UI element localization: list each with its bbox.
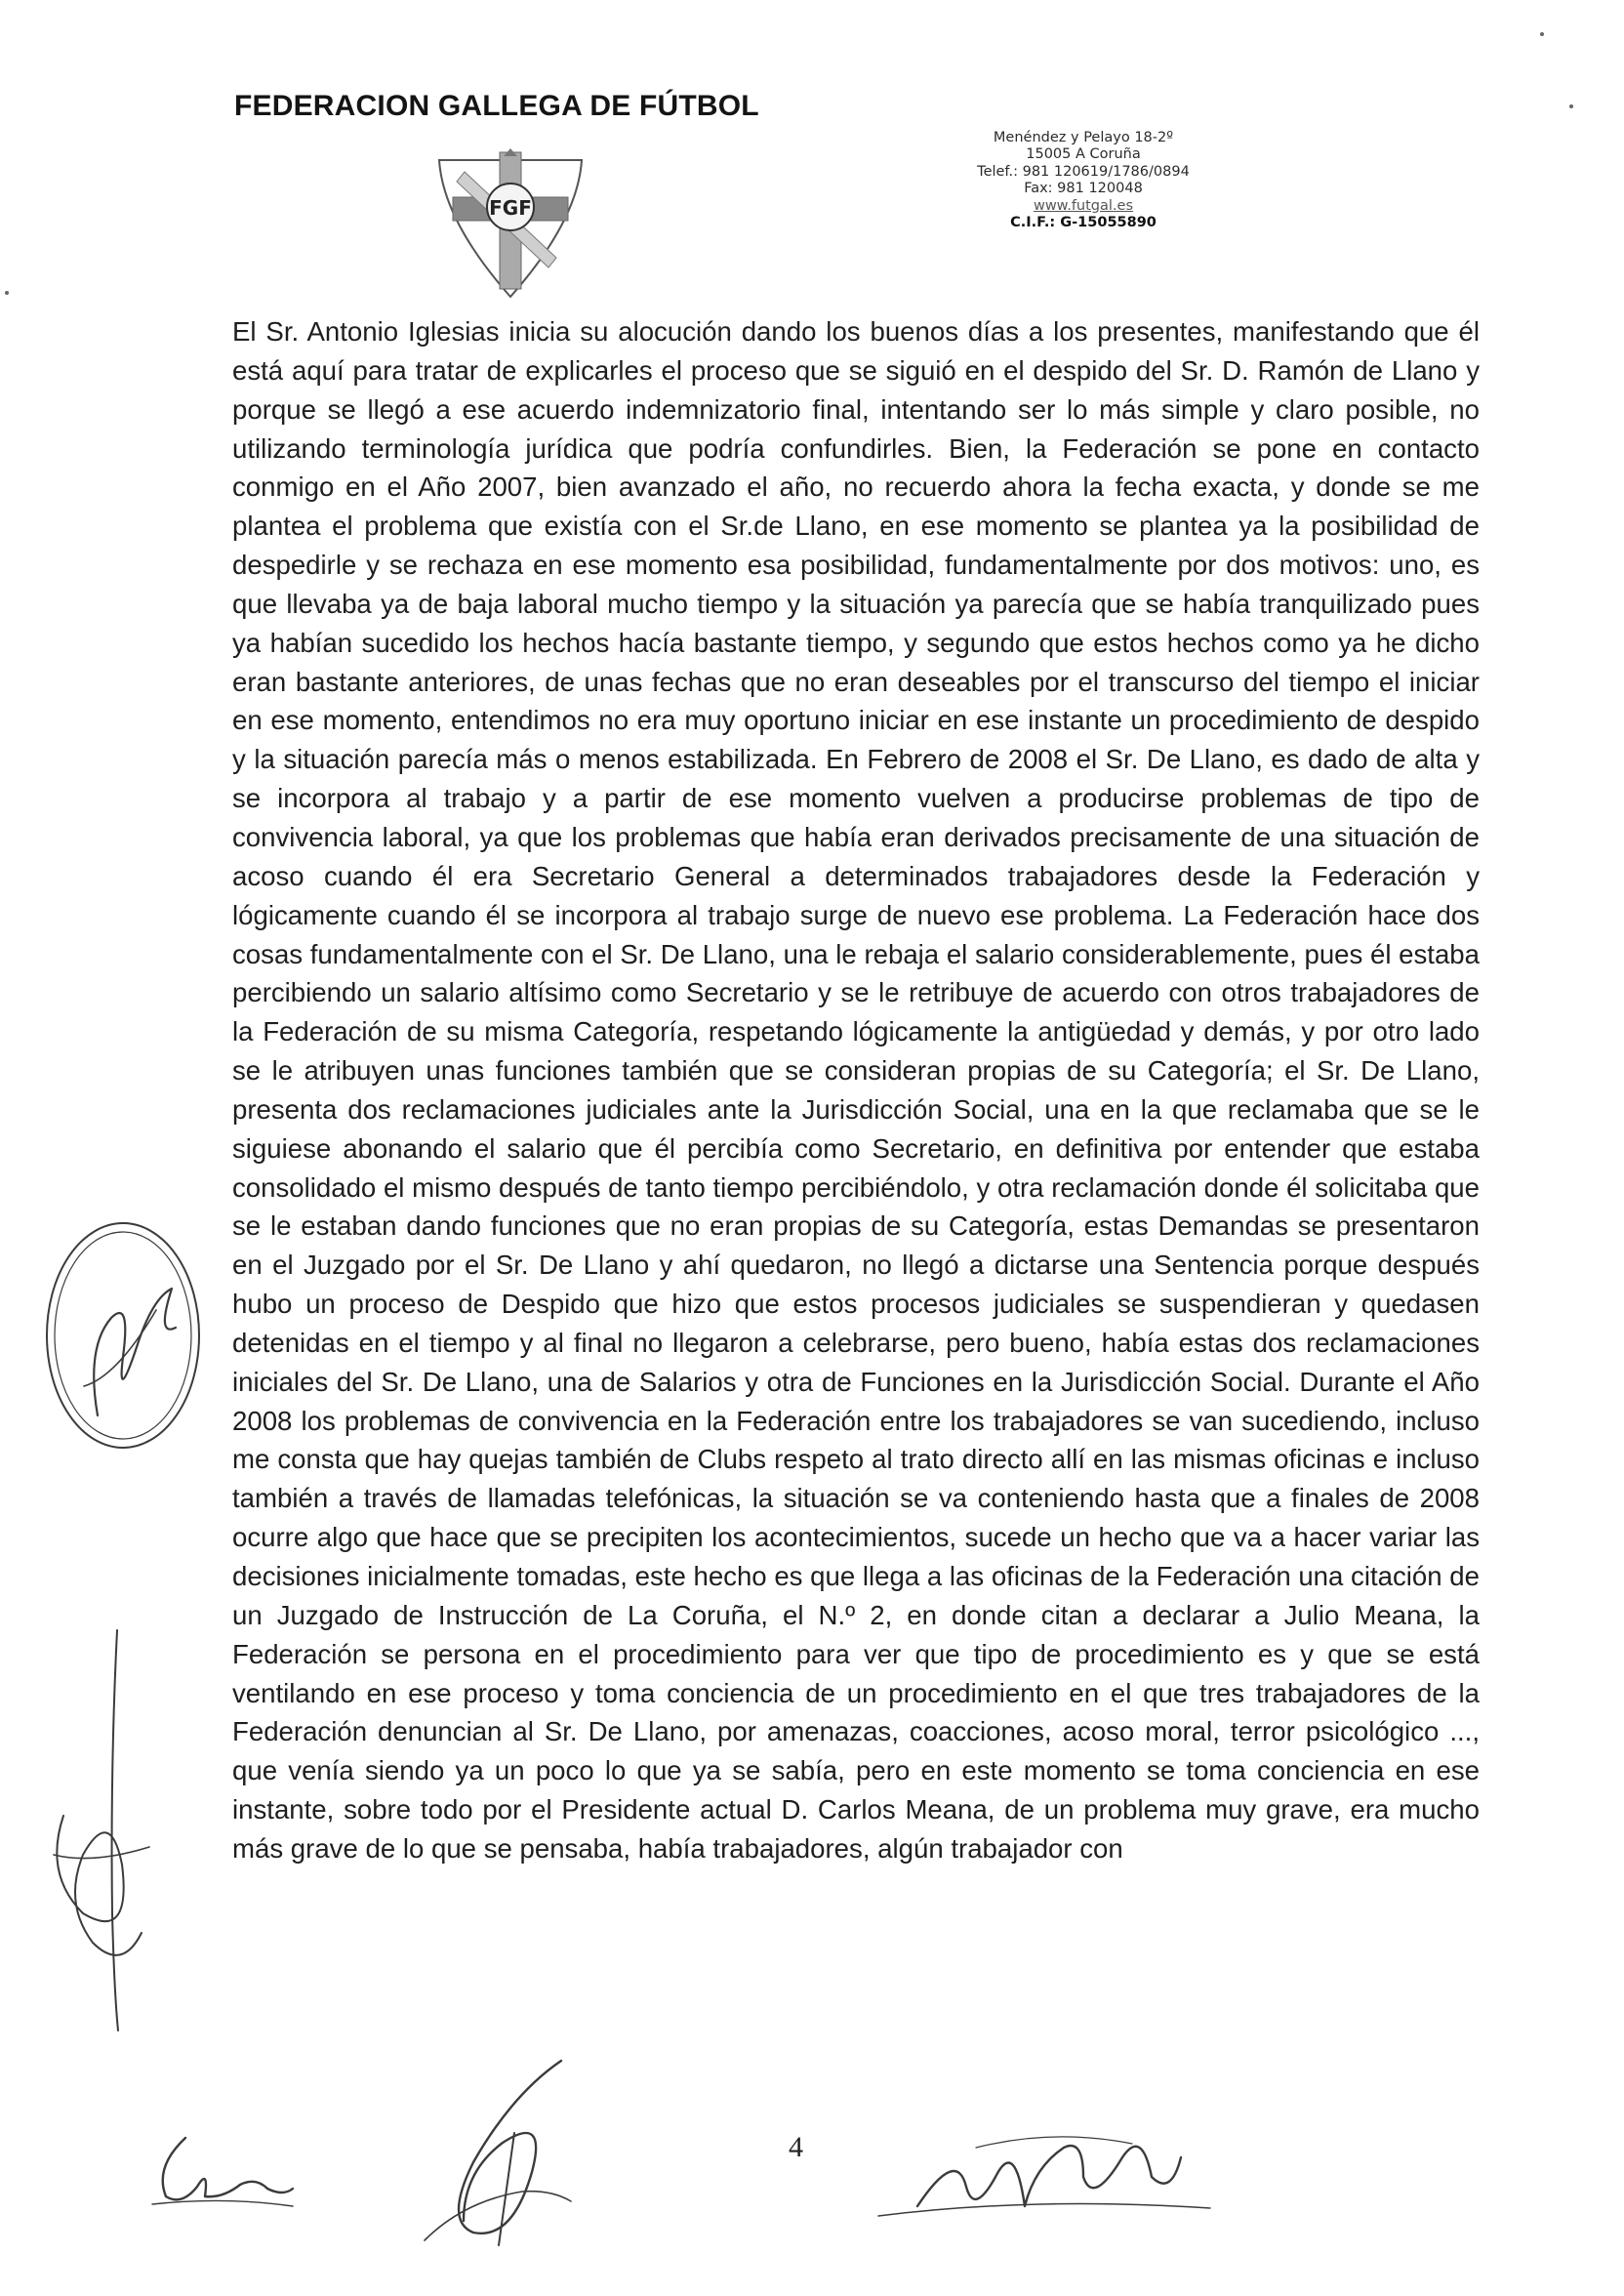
margin-signature-circled (29, 1201, 215, 1464)
contact-cif: C.I.F.: G-15055890 (1010, 215, 1157, 231)
page-number: 4 (789, 2131, 803, 2163)
footer-signature-center (405, 2055, 590, 2250)
contact-website-link[interactable]: www.futgal.es (1033, 197, 1134, 214)
scan-speck (1540, 32, 1544, 36)
crest-initials: FGF (489, 196, 532, 220)
margin-signature-tall (24, 1620, 171, 2040)
federation-crest-logo (435, 143, 586, 299)
contact-fax: Fax: 981 120048 (1024, 181, 1143, 197)
contact-block (937, 130, 1230, 231)
organization-title: FEDERACION GALLEGA DE FÚTBOL (234, 90, 759, 122)
scan-speck (5, 291, 9, 295)
contact-address: Menéndez y Pelayo 18-2º (993, 130, 1174, 145)
footer-signature-right (859, 2118, 1230, 2235)
scan-speck (1569, 104, 1573, 108)
meeting-minutes-body: El Sr. Antonio Iglesias inicia su alocución dando los buenos días a los presentes, manifestando que él está aquí para tratar de explicarles el proceso que se siguió en el despido del Sr. D. Ramón de Llano y porque se llegó a ese acuerdo indemnizatorio final, intentando ser lo más simple y claro posible, no utilizando terminología jurídica que podría confundirles. Bien, la Federación se pone en contacto conmigo en el Año 2007, bien avanzado el año, no recuerdo ahora la fecha exacta, y donde se me plantea el problema que existía con el Sr.de Llano, en ese momento se plantea ya la posibilidad de despedirle y se rechaza en ese momento esa posibilidad, fundamentalmente por dos motivos: uno, es que llevaba ya de baja laboral mucho tiempo y la situación ya parecía que se había tranquilizado pues ya habían sucedido los hechos hacía bastante tiempo, y segundo que estos hechos como ya he dicho eran bastante anteriores, de unas fechas que no eran deseables por el transcurso del tiempo el iniciar en ese momento, entendimos no era muy oportuno iniciar en ese instante un procedimiento de despido y la situación parecía más o menos estabilizada. En Febrero de 2008 el Sr. De Llano, es dado de alta y se incorpora al trabajo y a partir de ese momento vuelven a producirse problemas de tipo de convivencia laboral, ya que los problemas que había eran derivados precisamente de una situación de acoso cuando él era Secretario General a determinados trabajadores desde la Federación y lógicamente cuando él se incorpora al trabajo surge de nuevo ese problema. La Federación hace dos cosas fundamentalmente con el Sr. De Llano, una le rebaja el salario considerablemente, pues él estaba percibiendo un salario altísimo como Secretario y se le retribuye de acuerdo con otros trabajadores de la Federación de su misma Categoría, respetando lógicamente la antigüedad y demás, y por otro lado se le atribuyen unas funciones también que se consideran propias de su Categoría; el Sr. De Llano, presenta dos reclamaciones judiciales ante la Jurisdicción Social, una en la que reclamaba que se le siguiese abonando el salario que él percibía como Secretario, en definitiva por entender que estaba consolidado el mismo después de tanto tiempo percibiéndolo, y otra reclamación donde él solicitaba que se le estaban dando funciones que no eran propias de su Categoría, estas Demandas se presentaron en el Juzgado por el Sr. De Llano y ahí quedaron, no llegó a dictarse una Sentencia porque después hubo un proceso de Despido que hizo que estos procesos judiciales se suspendieran y quedasen detenidas en el tiempo y al final no llegaron a celebrarse, pero bueno, había estas dos reclamaciones iniciales del Sr. De Llano, una de Salarios y otra de Funciones en la Jurisdicción Social. Durante el Año 2008 los problemas de convivencia en la Federación entre los trabajadores se van sucediendo, incluso me consta que hay quejas también de Clubs respeto al trato directo allí en las mismas oficinas e incluso también a través de llamadas telefónicas, la situación se va conteniendo hasta que a finales de 2008 ocurre algo que hace que se precipiten los acontecimientos, sucede un hecho que va a hacer variar las decisiones inicialmente tomadas, este hecho es que llega a las oficinas de la Federación una citación de un Juzgado de Instrucción de La Coruña, el N.º 2, en donde citan a declarar a Julio Meana, la Federación se persona en el procedimiento para ver que tipo de procedimiento es y que se está ventilando en ese proceso y toma conciencia de un procedimiento en el que tres trabajadores de la Federación denuncian al Sr. De Llano, por amenazas, coacciones, acoso moral, terror psicológico ..., que venía siendo ya un poco lo que ya se sabía, pero en este momento se toma conciencia en ese instante, sobre todo por el Presidente actual D. Carlos Meana, de un problema muy grave, era mucho más grave de lo que se pensaba, había trabajadores, algún trabajador con (232, 316, 1480, 1864)
contact-city: 15005 A Coruña (1026, 146, 1141, 163)
footer-signature-left (146, 2128, 303, 2216)
contact-phone: Telef.: 981 120619/1786/0894 (977, 163, 1190, 180)
